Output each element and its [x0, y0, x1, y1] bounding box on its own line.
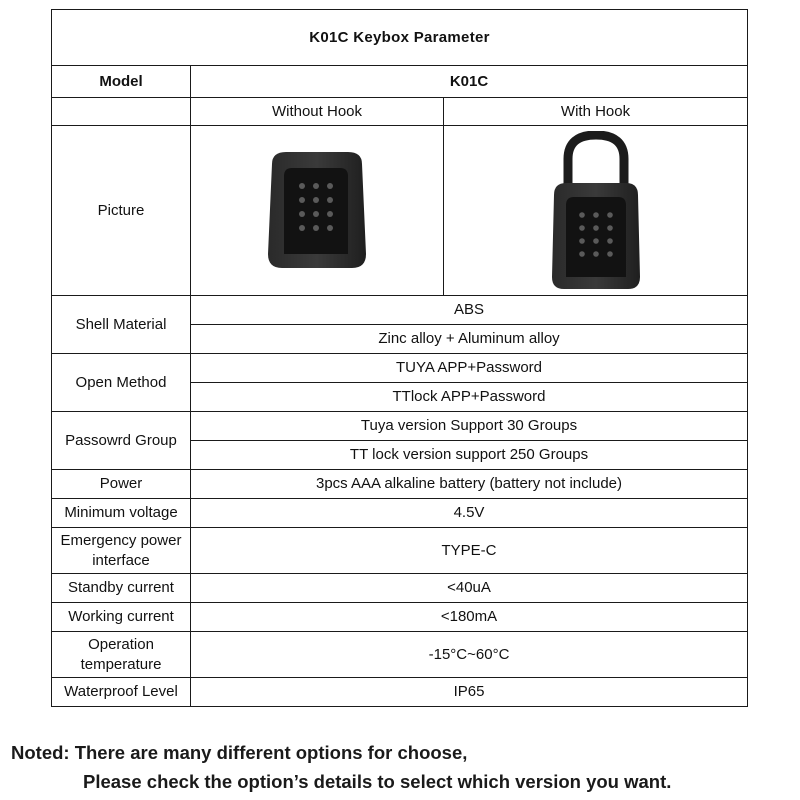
waterproof-level-label: Waterproof Level — [52, 678, 191, 707]
shell-material-label: Shell Material — [52, 296, 191, 354]
picture-with-hook-cell — [444, 126, 748, 296]
note-line-2: Please check the option’s details to select which version you want. — [83, 771, 672, 792]
standby-current-label: Standby current — [52, 574, 191, 603]
emergency-interface-label: Emergency power interface — [52, 528, 191, 574]
note-text — [11, 738, 791, 796]
password-group-label: Passowrd Group — [52, 412, 191, 470]
shell-material-value-1: ABS — [191, 296, 748, 325]
keybox-without-hook-image — [262, 146, 372, 276]
waterproof-level-value: IP65 — [191, 678, 748, 707]
power-value: 3pcs AAA alkaline battery (battery not include) — [191, 470, 748, 499]
variant-without-hook: Without Hook — [191, 98, 444, 126]
password-group-value-1: Tuya version Support 30 Groups — [191, 412, 748, 441]
blank-cell — [52, 98, 191, 126]
emergency-interface-value: TYPE-C — [191, 528, 748, 574]
min-voltage-value: 4.5V — [191, 499, 748, 528]
table-title: K01C Keybox Parameter — [52, 10, 748, 66]
open-method-value-1: TUYA APP+Password — [191, 354, 748, 383]
keybox-with-hook-image — [546, 131, 646, 291]
operation-temperature-value: -15°C~60°C — [191, 632, 748, 678]
working-current-label: Working current — [52, 603, 191, 632]
model-label: Model — [52, 66, 191, 98]
variant-with-hook: With Hook — [444, 98, 748, 126]
standby-current-value: <40uA — [191, 574, 748, 603]
min-voltage-label: Minimum voltage — [52, 499, 191, 528]
password-group-value-2: TT lock version support 250 Groups — [191, 441, 748, 470]
parameter-table — [51, 9, 748, 707]
note-line-1: Noted: There are many different options for choose, — [11, 742, 468, 763]
shell-material-value-2: Zinc alloy + Aluminum alloy — [191, 325, 748, 354]
working-current-value: <180mA — [191, 603, 748, 632]
power-label: Power — [52, 470, 191, 499]
open-method-value-2: TTlock APP+Password — [191, 383, 748, 412]
operation-temperature-label: Operation temperature — [52, 632, 191, 678]
open-method-label: Open Method — [52, 354, 191, 412]
model-value: K01C — [191, 66, 748, 98]
picture-without-hook-cell — [191, 126, 444, 296]
picture-label: Picture — [52, 126, 191, 296]
